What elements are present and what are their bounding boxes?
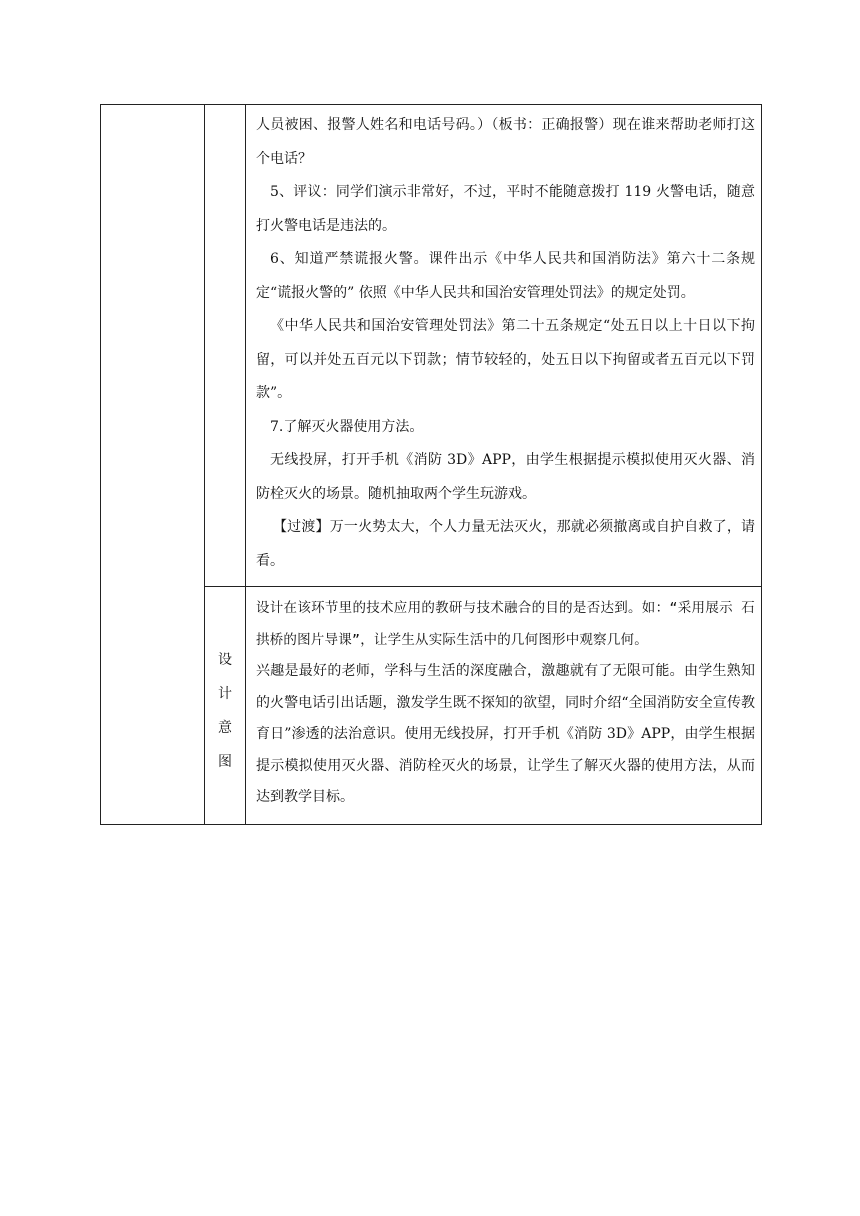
activity-paragraph: 7.了解灭火器使用方法。 [270,418,424,435]
design-intent-content-cell [246,587,762,825]
label-char: 图 [218,754,232,771]
lesson-plan-table [100,104,762,825]
label-char: 设 [218,652,232,669]
label-char: 计 [218,686,232,703]
design-intent-label-cell [205,587,246,825]
activity-paragraph: 人员被困、报警人姓名和电话号码。）（板书：正确报警）现在谁来帮助老师打这个电话？ [256,117,755,167]
activity-paragraph: 6、知道严禁谎报火警。课件出示《中华人民共和国消防法》第六十二条规定“谎报火警的” 依照《中华人民共和国治安管理处罚法》的规定处罚。 [256,251,755,301]
step-label-cell [205,105,246,587]
design-intent-label [205,636,245,774]
activity-paragraph: 【过渡】万一火势太大，个人力量无法灭火，那就必须撤离或自护自救了，请看。 [256,519,755,569]
activity-row [101,105,762,587]
activity-content-cell [246,105,762,587]
design-intent-body-text: 兴趣是最好的老师，学科与生活的深度融合，激趣就有了无限可能。由学生熟知的火警电话引出话题，激发学生既不探知的欲望，同时介绍“全国消防安全宣传教育日”渗透的法治意识。使用无线投屏，打开手机《消防 3D》APP，由学生根据提示模拟使用灭火器、消防栓灭火的场景，让学生了解灭火器的使用方法，从而达到教学目标。 [256,663,755,805]
activity-paragraph: 5、评议：同学们演示非常好，不过，平时不能随意拨打 119 火警电话，随意打火警电话是违法的。 [256,184,755,234]
stage-cell [101,105,205,825]
design-intent-guidance-text: 设计在该环节里的技术应用的教研与技术融合的目的是否达到。如：“采用展示 石拱桥的图片导课”，让学生从实际生活中的几何图形中观察几何。 [256,600,755,648]
label-char: 意 [218,720,232,737]
activity-paragraph: 《中华人民共和国治安管理处罚法》第二十五条规定“处五日以上十日以下拘留，可以并处五百元以下罚款；情节较轻的，处五日以下拘留或者五百元以下罚款”。 [256,318,755,401]
activity-paragraph: 无线投屏，打开手机《消防 3D》APP，由学生根据提示模拟使用灭火器、消防栓灭火的场景。随机抽取两个学生玩游戏。 [256,452,755,502]
